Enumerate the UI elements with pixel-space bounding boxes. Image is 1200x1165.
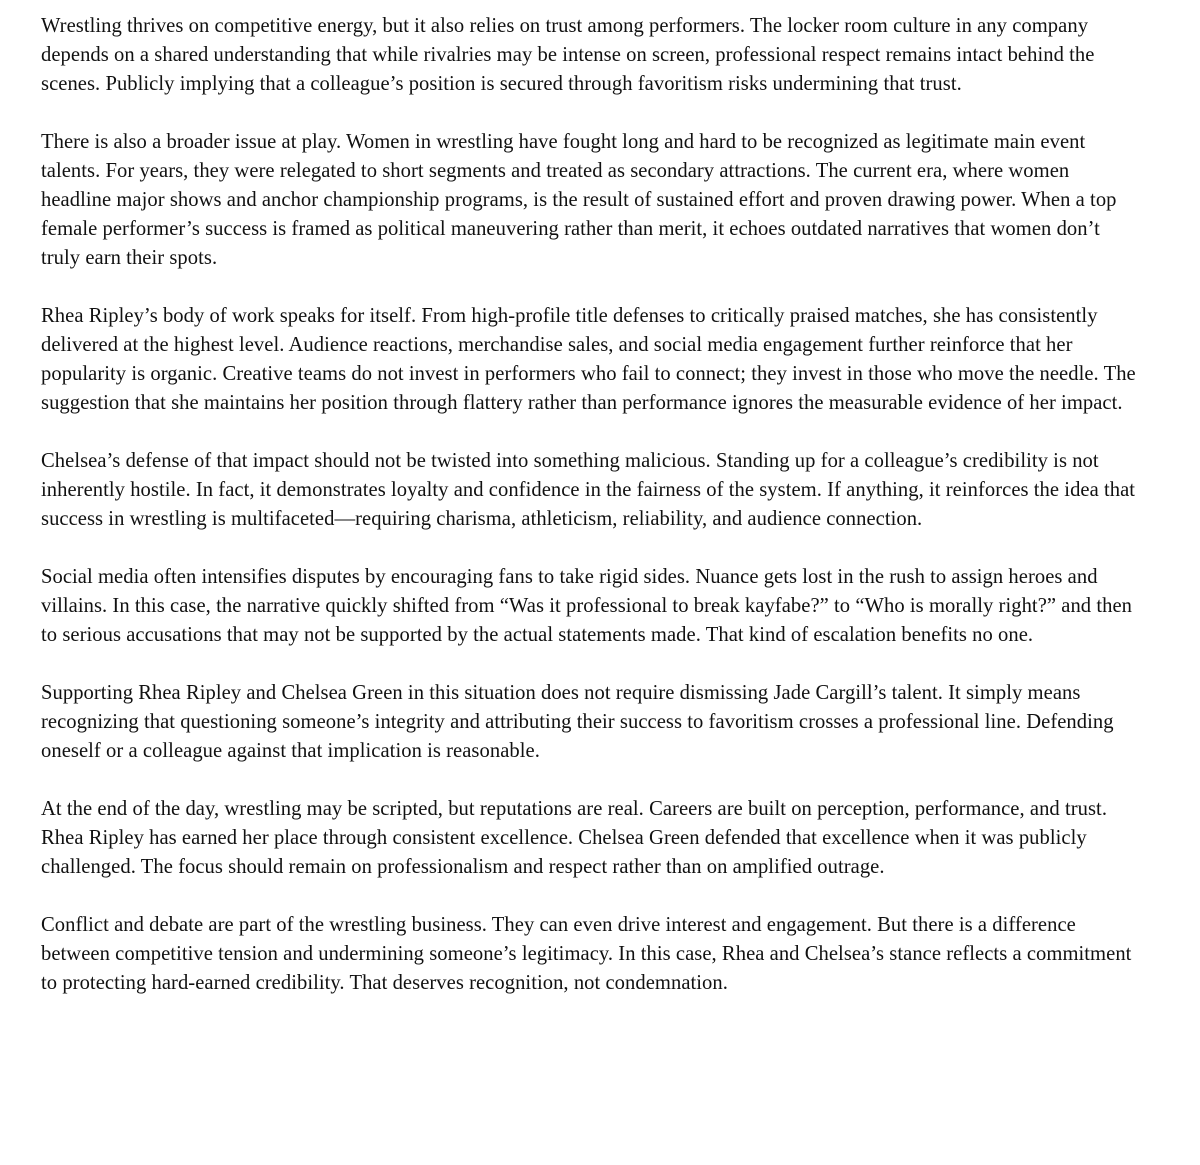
paragraph-trust: Wrestling thrives on competitive energy, but it also relies on trust among performers. The locker room culture in any company depends on a shared understanding that while rivalries may be intense on screen, professional respect remains intact behind the scenes. Publicly implying that a colleague’s position is secured through favoritism risks undermining that trust.: [41, 15, 1095, 95]
paragraph-rhea-ripley-work: Rhea Ripley’s body of work speaks for itself. From high-profile title defenses to critically praised matches, she has consistently delivered at the highest level. Audience reactions, merchandise sales, and social media engagement further reinforce that her popularity is organic. Creative teams do not invest in performers who fail to connect; they invest in those who move the needle. The suggestion that she maintains her position through flattery rather than performance ignores the measurable evidence of her impact.: [41, 305, 1136, 414]
paragraph-social-media: Social media often intensifies disputes by encouraging fans to take rigid sides. Nuance gets lost in the rush to assign heroes and villains. In this case, the narrative quickly shifted from “Was it professional to break kayfabe?” to “Who is morally right?” and then to serious accusations that may not be supported by the actual statements made. That kind of escalation benefits no one.: [41, 566, 1133, 646]
paragraph-supporting: Supporting Rhea Ripley and Chelsea Green in this situation does not require dismissing Jade Cargill’s talent. It simply means recognizing that questioning someone’s integrity and attributing their success to favoritism crosses a professional line. Defending oneself or a colleague against that implication is reasonable.: [41, 682, 1114, 762]
paragraph-conclusion: Conflict and debate are part of the wrestling business. They can even drive interest and engagement. But there is a difference between competitive tension and undermining someone’s legitimacy. In this case, Rhea and Chelsea’s stance reflects a commitment to protecting hard-earned credibility. That deserves recognition, not condemnation.: [41, 914, 1132, 994]
paragraph-women-in-wrestling: There is also a broader issue at play. Women in wrestling have fought long and hard to be recognized as legitimate main event talents. For years, they were relegated to short segments and treated as secondary attractions. The current era, where women headline major shows and anchor championship programs, is the result of sustained effort and proven drawing power. When a top female performer’s success is framed as political maneuvering rather than merit, it echoes outdated narratives that women don’t truly earn their spots.: [41, 131, 1117, 269]
paragraph-chelsea-defense: Chelsea’s defense of that impact should not be twisted into something malicious. Standing up for a colleague’s credibility is not inherently hostile. In fact, it demonstrates loyalty and confidence in the fairness of the system. If anything, it reinforces the idea that success in wrestling is multifaceted—requiring charisma, athleticism, reliability, and audience connection.: [41, 450, 1136, 530]
paragraph-end-of-day: At the end of the day, wrestling may be scripted, but reputations are real. Careers are built on perception, performance, and trust. Rhea Ripley has earned her place through consistent excellence. Chelsea Green defended that excellence when it was publicly challenged. The focus should remain on professionalism and respect rather than on amplified outrage.: [41, 798, 1108, 878]
